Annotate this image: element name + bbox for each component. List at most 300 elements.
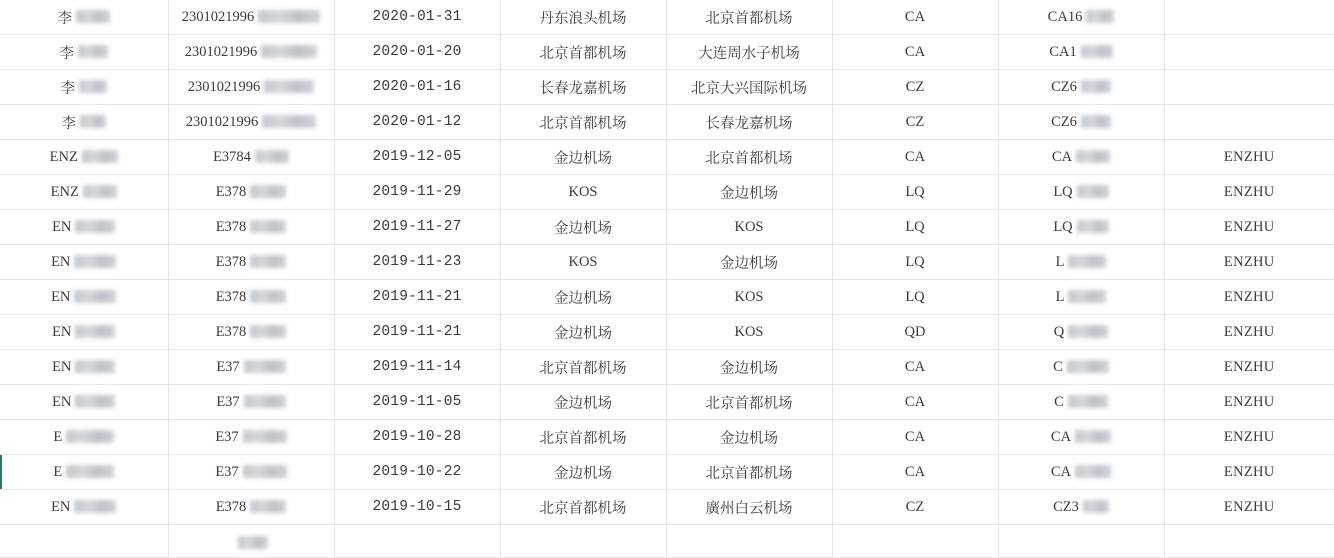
cell-airline-code-text: CA	[904, 148, 926, 165]
cell-departure-airport	[500, 245, 666, 280]
cell-username-text: ENZHU	[1223, 323, 1275, 340]
table-row[interactable]	[0, 140, 1334, 175]
cell-flight-date	[334, 175, 500, 210]
cell-passenger-name	[0, 140, 168, 175]
cell-flight-date-text: 2020-01-20	[372, 44, 462, 60]
cell-arrival-airport	[666, 455, 832, 490]
cell-flight-number	[998, 525, 1164, 558]
cell-passenger-name-text: E	[53, 428, 63, 445]
cell-departure-airport	[500, 0, 666, 35]
cell-flight-date	[334, 490, 500, 525]
cell-flight-number-text: CA	[1050, 463, 1072, 480]
cell-username-text: ENZHU	[1223, 253, 1275, 270]
cell-airline-code	[832, 385, 998, 420]
cell-id-number	[168, 350, 334, 385]
cell-id-number	[168, 70, 334, 105]
redacted-block	[82, 150, 118, 163]
cell-passenger-name-text: EN	[52, 323, 72, 340]
cell-flight-number-text: CA	[1050, 428, 1072, 445]
cell-id-number	[168, 455, 334, 490]
redacted-block	[250, 500, 286, 513]
cell-arrival-airport-text: 北京首都机场	[705, 150, 793, 167]
cell-id-number-text: 2301021996	[187, 78, 261, 95]
cell-airline-code	[832, 455, 998, 490]
cell-flight-date-text: 2020-01-12	[372, 114, 462, 130]
cell-departure-airport	[500, 385, 666, 420]
table-row[interactable]	[0, 245, 1334, 280]
cell-username-text: ENZHU	[1223, 218, 1275, 235]
cell-flight-date	[334, 350, 500, 385]
cell-flight-number-text: LQ	[1053, 183, 1073, 200]
cell-arrival-airport-text: 金边机场	[720, 430, 778, 447]
cell-id-number	[168, 175, 334, 210]
cell-id-number-text: E37	[216, 393, 240, 410]
cell-airline-code	[832, 525, 998, 558]
cell-departure-airport	[500, 420, 666, 455]
cell-flight-number	[998, 70, 1164, 105]
cell-flight-date-text: 2020-01-16	[372, 79, 462, 95]
cell-airline-code-text: CA	[904, 358, 926, 375]
redacted-block	[1068, 325, 1108, 338]
cell-id-number-text: E378	[215, 183, 247, 200]
cell-id-number-text: E37	[216, 358, 240, 375]
cell-username-text: ENZHU	[1223, 428, 1275, 445]
cell-departure-airport-text: 金边机场	[554, 220, 612, 237]
cell-airline-code	[832, 210, 998, 245]
cell-airline-code-text: LQ	[905, 253, 925, 270]
table-row[interactable]	[0, 455, 1334, 490]
table-row[interactable]	[0, 35, 1334, 70]
cell-airline-code	[832, 140, 998, 175]
cell-arrival-airport	[666, 140, 832, 175]
cell-departure-airport-text: KOS	[568, 253, 598, 270]
cell-passenger-name	[0, 280, 168, 315]
cell-flight-date	[334, 0, 500, 35]
cell-username-text: ENZHU	[1223, 358, 1275, 375]
redacted-block	[74, 500, 116, 513]
redacted-block	[1081, 115, 1111, 128]
cell-flight-date	[334, 315, 500, 350]
cell-arrival-airport-text: 金边机场	[720, 360, 778, 377]
cell-arrival-airport	[666, 210, 832, 245]
cell-id-number	[168, 105, 334, 140]
cell-username	[1164, 420, 1334, 455]
cell-flight-number	[998, 315, 1164, 350]
cell-id-number-text: E378	[215, 323, 247, 340]
cell-flight-number	[998, 490, 1164, 525]
cell-passenger-name-text: 李	[60, 80, 75, 97]
cell-departure-airport-text: 金边机场	[554, 150, 612, 167]
cell-flight-date	[334, 210, 500, 245]
cell-departure-airport-text: 金边机场	[554, 465, 612, 482]
cell-arrival-airport-text: 北京首都机场	[705, 10, 793, 27]
cell-username	[1164, 105, 1334, 140]
cell-airline-code	[832, 490, 998, 525]
cell-id-number	[168, 490, 334, 525]
redacted-block	[76, 10, 110, 23]
cell-flight-date	[334, 280, 500, 315]
cell-arrival-airport-text: KOS	[734, 323, 764, 340]
redacted-block	[1067, 360, 1109, 373]
cell-departure-airport	[500, 280, 666, 315]
cell-flight-number	[998, 350, 1164, 385]
redacted-block	[75, 220, 115, 233]
cell-arrival-airport-text: 金边机场	[720, 255, 778, 272]
redacted-block	[250, 325, 286, 338]
cell-id-number	[168, 385, 334, 420]
cell-username	[1164, 210, 1334, 245]
cell-username-text: ENZHU	[1223, 498, 1275, 515]
cell-id-number-text: E378	[215, 288, 247, 305]
cell-arrival-airport	[666, 385, 832, 420]
redacted-block	[244, 395, 286, 408]
redacted-block	[261, 45, 317, 58]
cell-airline-code	[832, 105, 998, 140]
cell-username-text: ENZHU	[1223, 288, 1275, 305]
cell-flight-date	[334, 35, 500, 70]
redacted-block	[1077, 220, 1109, 233]
cell-arrival-airport	[666, 175, 832, 210]
cell-arrival-airport	[666, 490, 832, 525]
cell-flight-number	[998, 35, 1164, 70]
cell-flight-number-text: C	[1054, 393, 1064, 410]
redacted-block	[1075, 465, 1111, 478]
cell-departure-airport	[500, 315, 666, 350]
cell-arrival-airport-text: 大连周水子机场	[698, 45, 800, 62]
cell-flight-date	[334, 455, 500, 490]
cell-username-text: ENZHU	[1223, 148, 1275, 165]
redacted-block	[80, 115, 106, 128]
cell-flight-date-text: 2019-12-05	[372, 149, 462, 165]
cell-flight-number-text: Q	[1053, 323, 1065, 340]
cell-departure-airport	[500, 525, 666, 558]
cell-arrival-airport-text: 北京大兴国际机场	[691, 80, 807, 97]
cell-arrival-airport	[666, 350, 832, 385]
cell-arrival-airport	[666, 0, 832, 35]
table-row[interactable]	[0, 0, 1334, 35]
cell-airline-code	[832, 175, 998, 210]
cell-arrival-airport-text: 廣州白云机场	[705, 500, 793, 517]
table-row[interactable]	[0, 315, 1334, 350]
cell-arrival-airport-text: KOS	[734, 218, 764, 235]
cell-passenger-name-text: ENZ	[49, 148, 78, 165]
cell-airline-code-text: CZ	[905, 113, 925, 130]
cell-passenger-name-text: EN	[51, 253, 71, 270]
cell-departure-airport-text: 北京首都机场	[539, 45, 627, 62]
cell-airline-code	[832, 280, 998, 315]
cell-id-number-text: E37	[215, 463, 239, 480]
cell-flight-number-text: CA16	[1047, 8, 1083, 25]
redacted-block	[66, 465, 114, 478]
cell-username	[1164, 490, 1334, 525]
cell-passenger-name	[0, 35, 168, 70]
cell-departure-airport-text: KOS	[568, 183, 598, 200]
redacted-block	[243, 430, 287, 443]
cell-airline-code	[832, 420, 998, 455]
cell-id-number	[168, 420, 334, 455]
redacted-block	[1076, 150, 1110, 163]
cell-passenger-name	[0, 350, 168, 385]
cell-arrival-airport	[666, 280, 832, 315]
cell-departure-airport-text: 北京首都机场	[539, 360, 627, 377]
cell-arrival-airport-text: 北京首都机场	[705, 465, 793, 482]
cell-id-number	[168, 35, 334, 70]
cell-arrival-airport	[666, 70, 832, 105]
redacted-block	[1075, 430, 1111, 443]
cell-flight-number	[998, 280, 1164, 315]
redacted-block	[75, 395, 115, 408]
cell-username	[1164, 350, 1334, 385]
cell-arrival-airport-text: KOS	[734, 288, 764, 305]
cell-username	[1164, 455, 1334, 490]
redacted-block	[243, 465, 287, 478]
cell-username	[1164, 35, 1334, 70]
table-row[interactable]	[0, 490, 1334, 525]
cell-flight-date-text: 2019-11-21	[372, 289, 462, 305]
cell-passenger-name-text: 李	[59, 45, 74, 62]
cell-flight-date-text: 2019-11-23	[372, 254, 462, 270]
cell-username	[1164, 385, 1334, 420]
cell-flight-date	[334, 70, 500, 105]
cell-passenger-name	[0, 420, 168, 455]
cell-flight-number	[998, 245, 1164, 280]
cell-airline-code-text: CA	[904, 393, 926, 410]
cell-arrival-airport-text: 北京首都机场	[705, 395, 793, 412]
redacted-block	[1081, 80, 1111, 93]
cell-id-number-text: E378	[215, 218, 247, 235]
cell-passenger-name	[0, 0, 168, 35]
cell-username	[1164, 0, 1334, 35]
cell-id-number	[168, 140, 334, 175]
cell-airline-code	[832, 350, 998, 385]
cell-id-number-text: E37	[215, 428, 239, 445]
cell-id-number	[168, 525, 334, 558]
cell-flight-date-text: 2019-11-21	[372, 324, 462, 340]
cell-username	[1164, 70, 1334, 105]
redacted-block	[1068, 255, 1106, 268]
cell-username	[1164, 525, 1334, 558]
cell-passenger-name	[0, 385, 168, 420]
redacted-block	[1068, 290, 1106, 303]
cell-passenger-name	[0, 525, 168, 558]
redacted-block	[262, 115, 316, 128]
cell-passenger-name	[0, 455, 168, 490]
cell-departure-airport-text: 金边机场	[554, 325, 612, 342]
table-row[interactable]	[0, 175, 1334, 210]
cell-passenger-name	[0, 315, 168, 350]
cell-arrival-airport	[666, 105, 832, 140]
cell-id-number-text: 2301021996	[185, 113, 259, 130]
redacted-block	[250, 185, 286, 198]
cell-airline-code-text: CA	[904, 428, 926, 445]
cell-flight-date	[334, 140, 500, 175]
cell-id-number-text: E3784	[213, 148, 251, 165]
cell-flight-number-text: C	[1053, 358, 1063, 375]
cell-flight-date	[334, 420, 500, 455]
table-row[interactable]	[0, 70, 1334, 105]
cell-airline-code	[832, 35, 998, 70]
cell-flight-number	[998, 455, 1164, 490]
cell-departure-airport	[500, 210, 666, 245]
cell-airline-code-text: LQ	[905, 218, 925, 235]
cell-flight-date	[334, 245, 500, 280]
cell-flight-number-text: L	[1055, 253, 1065, 270]
cell-flight-number	[998, 175, 1164, 210]
table-row[interactable]	[0, 420, 1334, 455]
cell-username-text: ENZHU	[1223, 393, 1275, 410]
cell-username	[1164, 245, 1334, 280]
cell-departure-airport	[500, 105, 666, 140]
cell-departure-airport	[500, 175, 666, 210]
cell-departure-airport-text: 北京首都机场	[539, 430, 627, 447]
cell-passenger-name-text: ENZ	[50, 183, 79, 200]
cell-flight-date-text: 2019-10-15	[372, 499, 462, 515]
table-row[interactable]	[0, 280, 1334, 315]
table-row[interactable]	[0, 525, 1334, 558]
cell-id-number	[168, 245, 334, 280]
cell-departure-airport	[500, 455, 666, 490]
cell-flight-number	[998, 385, 1164, 420]
cell-flight-date	[334, 525, 500, 558]
table-row[interactable]	[0, 385, 1334, 420]
cell-flight-number	[998, 420, 1164, 455]
redacted-block	[74, 290, 116, 303]
cell-id-number	[168, 210, 334, 245]
redacted-block	[1083, 500, 1109, 513]
cell-arrival-airport	[666, 315, 832, 350]
row-selection-marker	[0, 455, 2, 489]
redacted-block	[78, 45, 108, 58]
cell-passenger-name-text: EN	[51, 288, 71, 305]
cell-departure-airport	[500, 350, 666, 385]
cell-flight-date-text: 2020-01-31	[372, 9, 462, 25]
redacted-block	[255, 150, 289, 163]
cell-passenger-name	[0, 70, 168, 105]
cell-arrival-airport-text: 金边机场	[720, 185, 778, 202]
cell-flight-number	[998, 210, 1164, 245]
cell-passenger-name-text: E	[53, 463, 63, 480]
cell-arrival-airport-text: 长春龙嘉机场	[705, 115, 793, 132]
cell-id-number-text: 2301021996	[181, 8, 255, 25]
redacted-block	[66, 430, 114, 443]
redacted-block	[75, 325, 115, 338]
redacted-block	[250, 290, 286, 303]
cell-passenger-name-text: EN	[52, 218, 72, 235]
table-row[interactable]	[0, 350, 1334, 385]
cell-flight-date-text: 2019-11-29	[372, 184, 462, 200]
cell-passenger-name	[0, 175, 168, 210]
cell-arrival-airport	[666, 420, 832, 455]
redacted-block	[1077, 185, 1109, 198]
redacted-block	[238, 536, 268, 549]
redacted-block	[250, 220, 286, 233]
cell-departure-airport	[500, 35, 666, 70]
cell-flight-number-text: CA	[1051, 148, 1073, 165]
cell-airline-code-text: LQ	[905, 183, 925, 200]
cell-id-number	[168, 280, 334, 315]
cell-flight-date	[334, 105, 500, 140]
cell-departure-airport-text: 丹东浪头机场	[539, 10, 627, 27]
cell-airline-code-text: QD	[904, 323, 926, 340]
cell-departure-airport-text: 金边机场	[554, 290, 612, 307]
redacted-block	[258, 10, 320, 23]
cell-flight-date-text: 2019-11-05	[372, 394, 462, 410]
cell-flight-number	[998, 105, 1164, 140]
cell-passenger-name-text: EN	[51, 498, 71, 515]
table-row[interactable]	[0, 105, 1334, 140]
redacted-block	[264, 80, 314, 93]
cell-id-number-text: E378	[215, 253, 247, 270]
cell-departure-airport-text: 长春龙嘉机场	[539, 80, 627, 97]
cell-airline-code	[832, 315, 998, 350]
redacted-block	[74, 255, 116, 268]
redacted-block	[75, 360, 115, 373]
cell-id-number-text: E378	[215, 498, 247, 515]
cell-airline-code-text: CA	[904, 8, 926, 25]
cell-username	[1164, 175, 1334, 210]
cell-departure-airport	[500, 490, 666, 525]
cell-flight-date	[334, 385, 500, 420]
redacted-block	[83, 185, 117, 198]
cell-id-number	[168, 315, 334, 350]
cell-passenger-name-text: 李	[61, 115, 76, 132]
cell-username	[1164, 315, 1334, 350]
cell-passenger-name	[0, 105, 168, 140]
cell-departure-airport	[500, 140, 666, 175]
redacted-block	[79, 80, 107, 93]
cell-departure-airport	[500, 70, 666, 105]
redacted-block	[1086, 10, 1114, 23]
cell-flight-number	[998, 140, 1164, 175]
redacted-block	[1068, 395, 1108, 408]
cell-arrival-airport	[666, 35, 832, 70]
cell-passenger-name	[0, 210, 168, 245]
cell-flight-number	[998, 0, 1164, 35]
cell-username	[1164, 280, 1334, 315]
cell-flight-number-text: CZ3	[1053, 498, 1079, 515]
cell-flight-number-text: CA1	[1049, 43, 1077, 60]
cell-airline-code-text: CA	[904, 463, 926, 480]
redacted-block	[1081, 45, 1113, 58]
cell-flight-date-text: 2019-10-28	[372, 429, 462, 445]
cell-passenger-name	[0, 245, 168, 280]
cell-passenger-name-text: EN	[52, 358, 72, 375]
cell-airline-code	[832, 0, 998, 35]
cell-departure-airport-text: 北京首都机场	[539, 500, 627, 517]
cell-username-text: ENZHU	[1223, 463, 1275, 480]
cell-flight-date-text: 2019-11-27	[372, 219, 462, 235]
cell-departure-airport-text: 北京首都机场	[539, 115, 627, 132]
cell-id-number	[168, 0, 334, 35]
cell-flight-number-text: LQ	[1053, 218, 1073, 235]
cell-airline-code-text: CA	[904, 43, 926, 60]
cell-username	[1164, 140, 1334, 175]
cell-departure-airport-text: 金边机场	[554, 395, 612, 412]
cell-id-number-text: 2301021996	[184, 43, 258, 60]
cell-flight-number-text: CZ6	[1051, 78, 1077, 95]
cell-arrival-airport	[666, 245, 832, 280]
cell-flight-date-text: 2019-10-22	[372, 464, 462, 480]
table-row[interactable]	[0, 210, 1334, 245]
cell-airline-code-text: LQ	[905, 288, 925, 305]
cell-airline-code-text: CZ	[905, 78, 925, 95]
cell-airline-code	[832, 70, 998, 105]
cell-flight-number-text: L	[1055, 288, 1065, 305]
cell-flight-date-text: 2019-11-14	[372, 359, 462, 375]
cell-airline-code	[832, 245, 998, 280]
cell-flight-number-text: CZ6	[1051, 113, 1077, 130]
redacted-block	[250, 255, 286, 268]
